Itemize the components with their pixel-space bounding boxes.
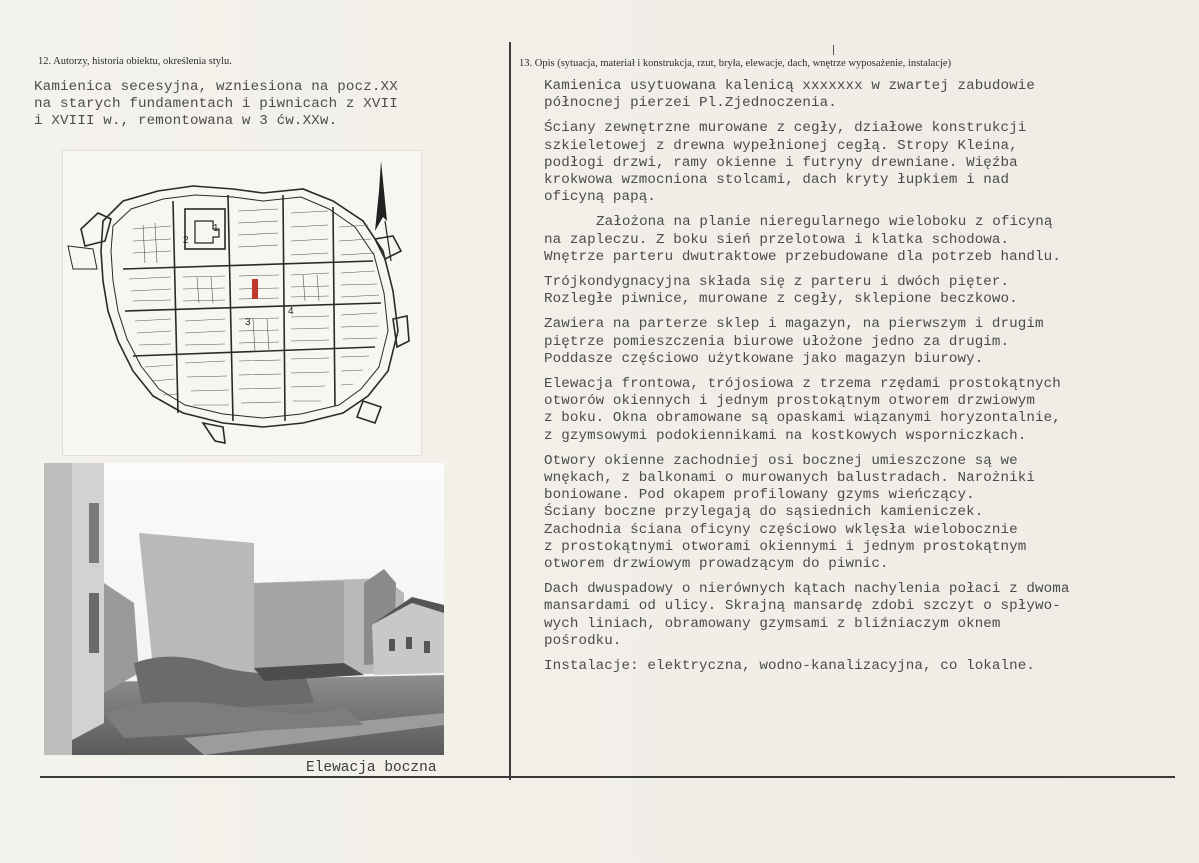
description-line: Założona na planie nieregularnego wieloboku z oficyną xyxy=(596,214,1053,231)
description-line: szkieletowej z drewna wypełnionej cegłą. Stropy Kleina, xyxy=(544,137,1018,154)
margin-tick xyxy=(833,45,834,55)
section-12-header: 12. Autorzy, historia obiektu, określenia stylu. xyxy=(38,56,232,67)
description-paragraph xyxy=(544,581,1184,650)
history-line: i XVIII w., remontowana w 3 ćw.XXw. xyxy=(34,113,338,129)
description-line: Rozległe piwnice, murowane z cegły, sklepione beczkowo. xyxy=(544,291,1018,308)
description-line: na zapleczu. Z boku sień przelotowa i klatka schodowa. xyxy=(544,231,1010,248)
description-line: Zawiera na parterze sklep i magazyn, na pierwszym i drugim xyxy=(544,316,1044,333)
description-paragraph xyxy=(544,78,1184,112)
description-paragraph xyxy=(544,316,1184,368)
history-text xyxy=(34,79,504,130)
description-line: Poddasze częściowo użytkowane jako magazyn biurowy. xyxy=(544,350,984,367)
section-13-header: 13. Opis (sytuacja, materiał i konstrukcja, rzut, bryła, elewacje, dach, wnętrze wyposażenie, instalacje) xyxy=(519,58,952,69)
town-plan-map xyxy=(62,150,422,456)
description-line: wych liniach, obramowany gzymsami z bliźniaczym oknem xyxy=(544,615,1001,632)
photo-drawing xyxy=(44,463,444,755)
history-line: na starych fundamentach i piwnicach z XVII xyxy=(34,96,398,112)
description-line: z gzymsowymi podokiennikami na kostkowych wsporniczkach. xyxy=(544,427,1027,444)
description-line: Ściany zewnętrzne murowane z cegły, działowe konstrukcji xyxy=(544,120,1027,137)
description-line: Zachodnia ściana oficyny częściowo wklęsła wielobocznie xyxy=(544,521,1018,538)
highlighted-building xyxy=(252,279,258,299)
description-line: mansardami od ulicy. Skrajną mansardę zdobi szczyt o spływo- xyxy=(544,598,1061,615)
column-divider xyxy=(509,42,511,780)
description-line: Trójkondygnacyjna składa się z parteru i dwóch pięter. xyxy=(544,274,1010,291)
description-line: z boku. Okna obramowane są opaskami wiązanymi horyzontalnie, xyxy=(544,410,1061,427)
description-paragraph xyxy=(544,376,1184,445)
bottom-rule xyxy=(40,776,1175,778)
description-line: wnękach, z balkonami o murowanych balustradach. Narożniki xyxy=(544,470,1035,487)
north-arrow-icon xyxy=(375,161,387,231)
map-label: 1 xyxy=(213,223,219,234)
history-line: Kamienica secesyjna, wzniesiona na pocz.XX xyxy=(34,79,398,95)
map-label: 3 xyxy=(245,317,251,328)
description-line: Kamienica usytuowana kalenicą xxxxxxx w zwartej zabudowie xyxy=(544,78,1035,94)
description-line: oficyną papą. xyxy=(544,189,656,206)
description-line: piętrze pomieszczenia biurowe ułożone jedno za drugim. xyxy=(544,333,1010,350)
description-line: otworem drzwiowym prowadzącym do piwnic. xyxy=(544,556,889,573)
description-text xyxy=(544,78,1184,683)
description-paragraph xyxy=(544,658,1184,675)
street-photo xyxy=(44,463,444,755)
description-line: pośrodku. xyxy=(544,632,622,649)
description-line: Wnętrze parteru dwutraktowe przebudowane dla potrzeb handlu. xyxy=(544,248,1061,265)
description-line: boniowane. Pod okapem profilowany gzyms wieńczący. xyxy=(544,487,975,504)
description-line: Dach dwuspadowy o nierównych kątach nachylenia połaci z dwoma xyxy=(544,581,1070,598)
description-line: podłogi drzwi, ramy okienne i futryny drewniane. Więźba xyxy=(544,154,1018,171)
description-line: z prostokątnymi otworami okiennymi i jednym prostokątnym xyxy=(544,538,1027,555)
description-line: Otwory okienne zachodniej osi bocznej umieszczone są we xyxy=(544,452,1018,469)
description-line: Ściany boczne przylegają do sąsiednich kamieniczek. xyxy=(544,504,984,521)
description-line: otworów okiennych i jednym prostokątnym otworem drzwiowym xyxy=(544,393,1035,410)
description-line: Instalacje: elektryczna, wodno-kanalizacyjna, co lokalne. xyxy=(544,658,1035,675)
description-paragraph xyxy=(544,453,1184,573)
description-line: północnej pierzei Pl.Zjednoczenia. xyxy=(544,95,837,112)
description-line: krokwowa wzmocniona stolcami, dach kryty łupkiem i nad xyxy=(544,172,1010,189)
description-paragraph xyxy=(544,120,1184,206)
photo-caption: Elewacja boczna xyxy=(306,760,437,776)
description-paragraph xyxy=(544,274,1184,308)
map-label: 4 xyxy=(288,306,294,317)
town-plan-drawing xyxy=(63,151,421,455)
description-paragraph xyxy=(544,214,1184,266)
description-line: Elewacja frontowa, trójosiowa z trzema rzędami prostokątnych xyxy=(544,376,1061,393)
map-label: 2 xyxy=(183,235,189,246)
